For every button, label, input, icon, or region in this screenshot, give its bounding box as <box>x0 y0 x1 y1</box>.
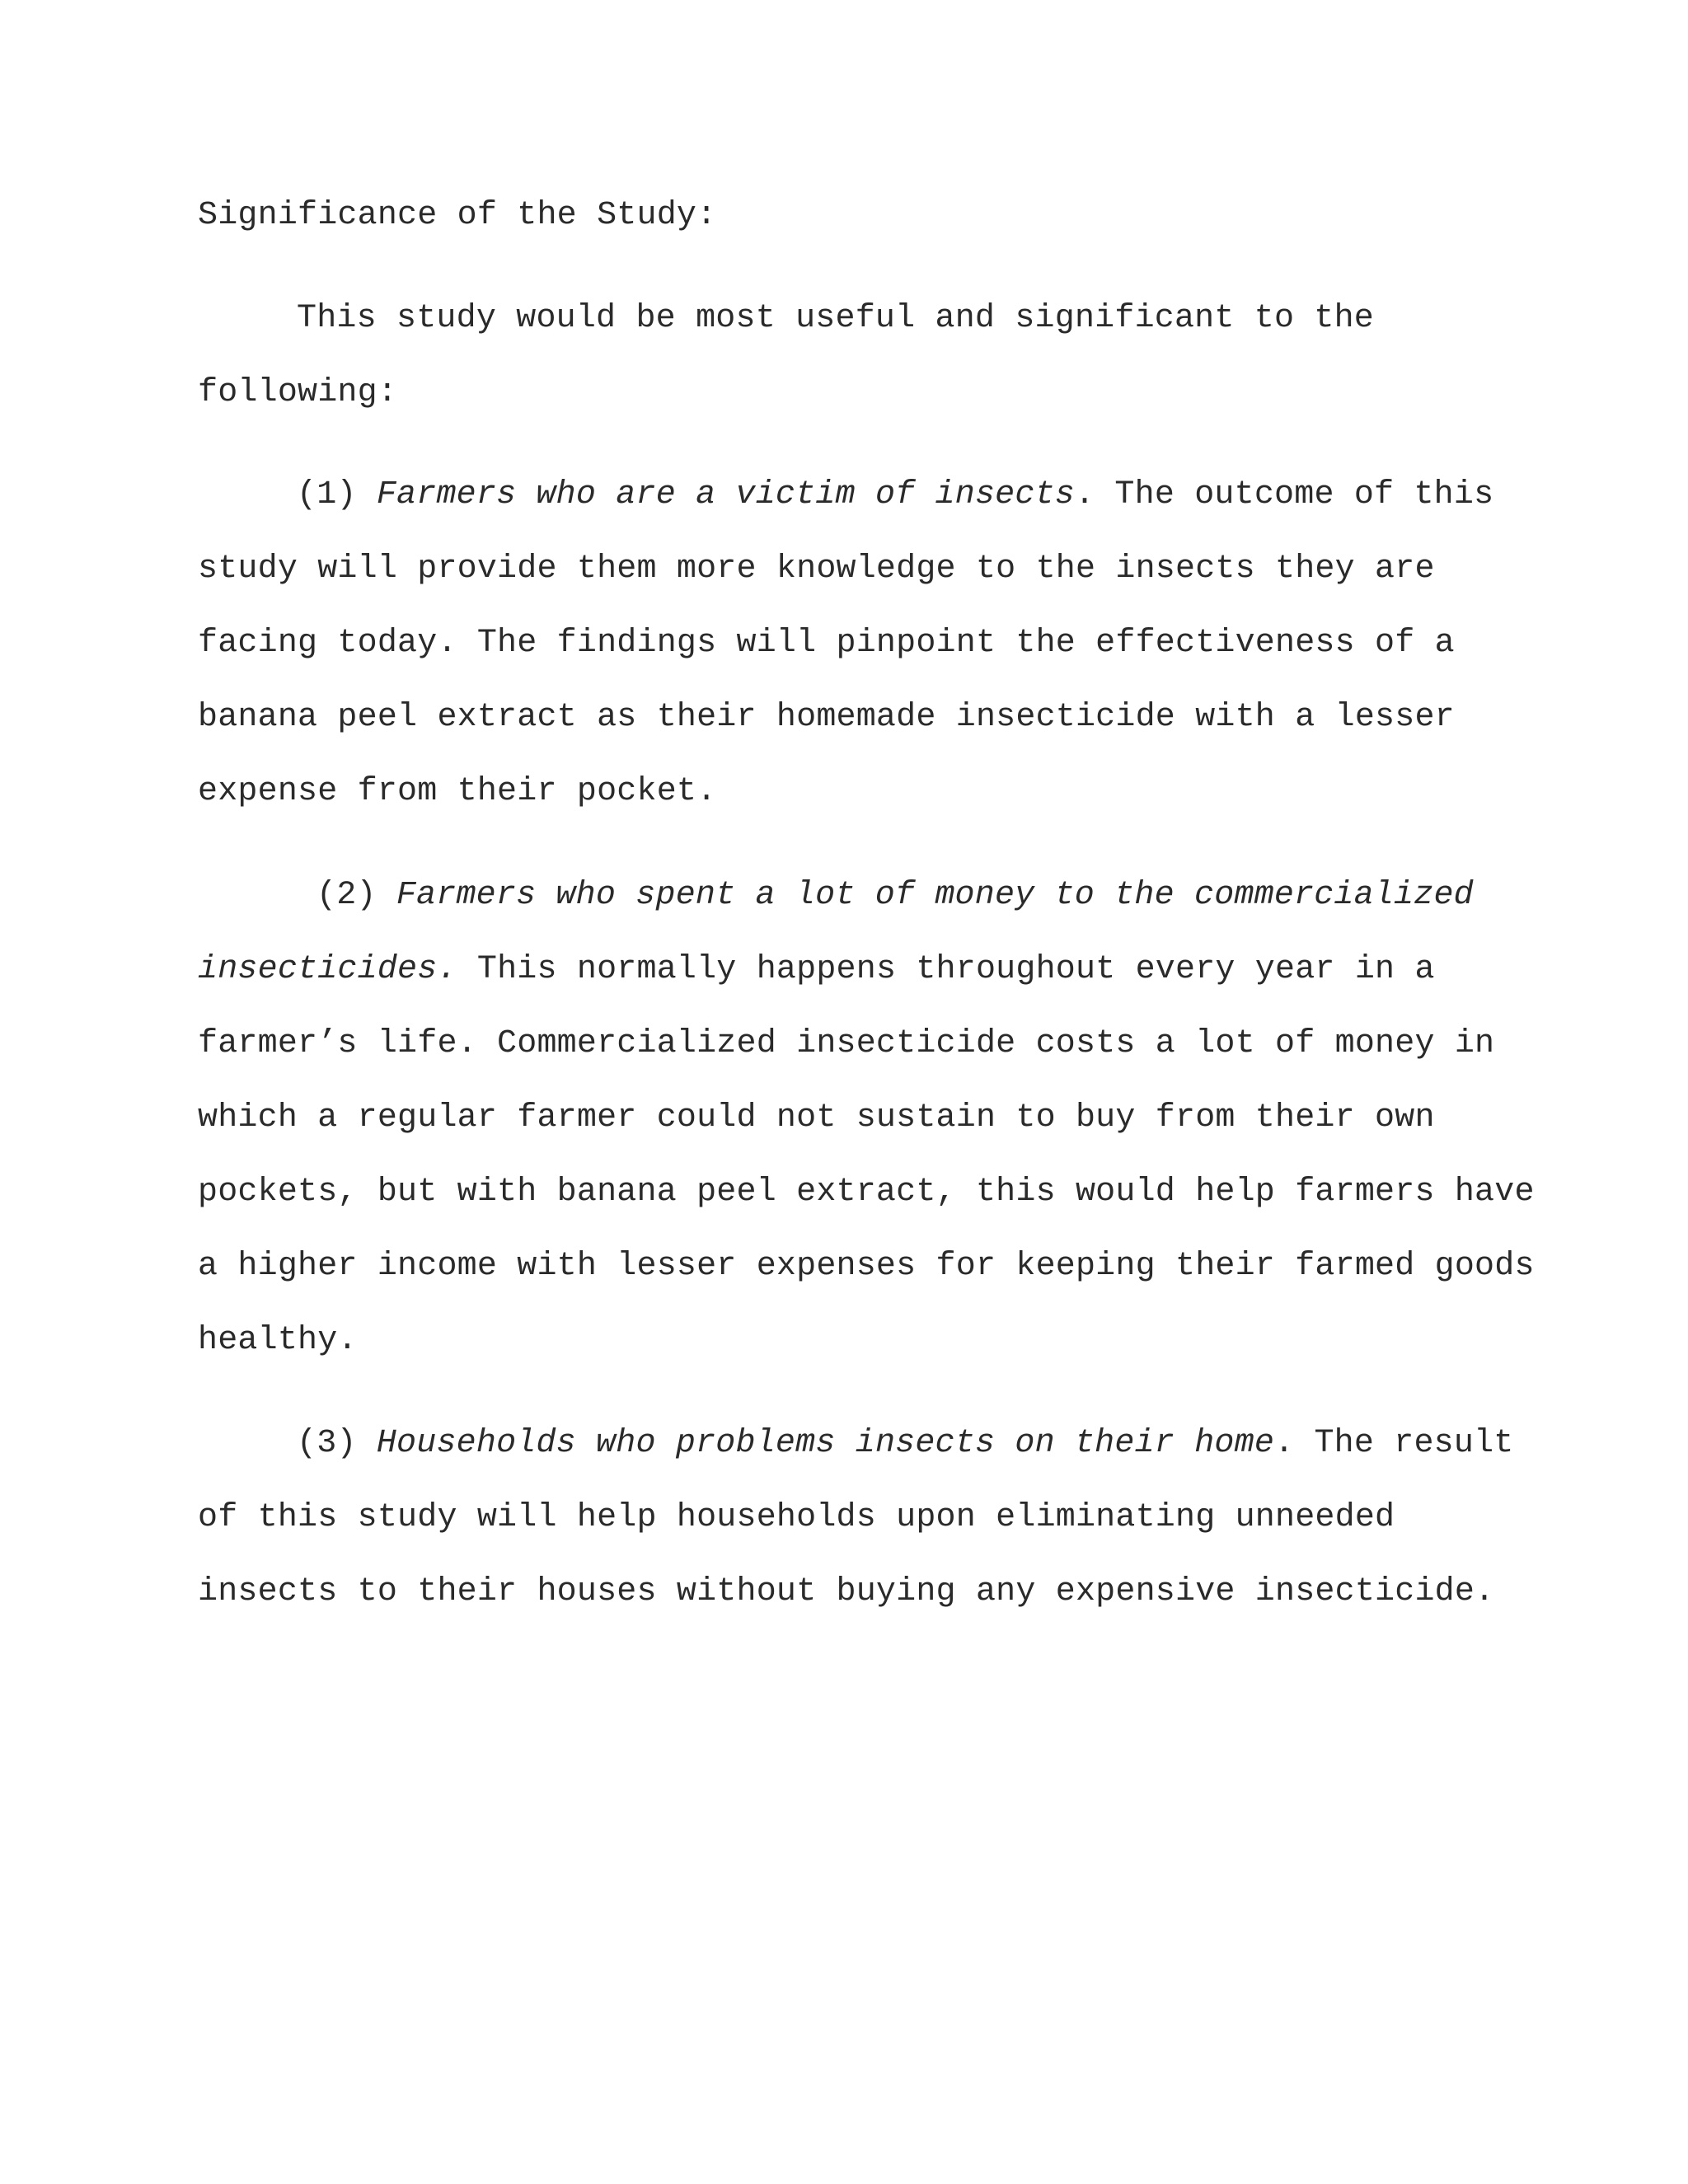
item-number: (1) <box>297 476 357 513</box>
significance-item-1 <box>198 458 1541 829</box>
item-body: The result of this study will help households upon eliminating unneeded insects to their houses without buying any expensive insecticide. <box>198 1425 1514 1610</box>
item-title: Farmers who spent a lot of money to the commercialized insecticides. <box>198 877 1474 988</box>
item-number: (3) <box>297 1425 357 1462</box>
item-body: This normally happens throughout every year in a farmer’s life. Commercialized insecticide costs a lot of money in which a regular farmer could not sustain to buy from their own pockets, but with banana peel extract, this would help farmers have a higher income with lesser expenses for keeping their farmed goods healthy. <box>198 951 1535 1359</box>
intro-paragraph: This study would be most useful and significant to the following: <box>198 300 1375 411</box>
item-body: The outcome of this study will provide them more knowledge to the insects they are facing today. The findings will pinpoint the effectiveness of a banana peel extract as their homemade insecticide with a lesser expense from their pocket. <box>198 476 1494 810</box>
significance-item-3 <box>198 1407 1541 1629</box>
item-title-end: . <box>1274 1425 1295 1462</box>
item-number: (2) <box>316 877 377 914</box>
item-title-end: . <box>1074 476 1095 513</box>
section-heading: Significance of the Study: <box>198 197 717 234</box>
item-title: Farmers who are a victim of insects <box>376 476 1075 513</box>
significance-item-2 <box>198 859 1541 1378</box>
item-title: Households who problems insects on their home <box>376 1425 1275 1462</box>
